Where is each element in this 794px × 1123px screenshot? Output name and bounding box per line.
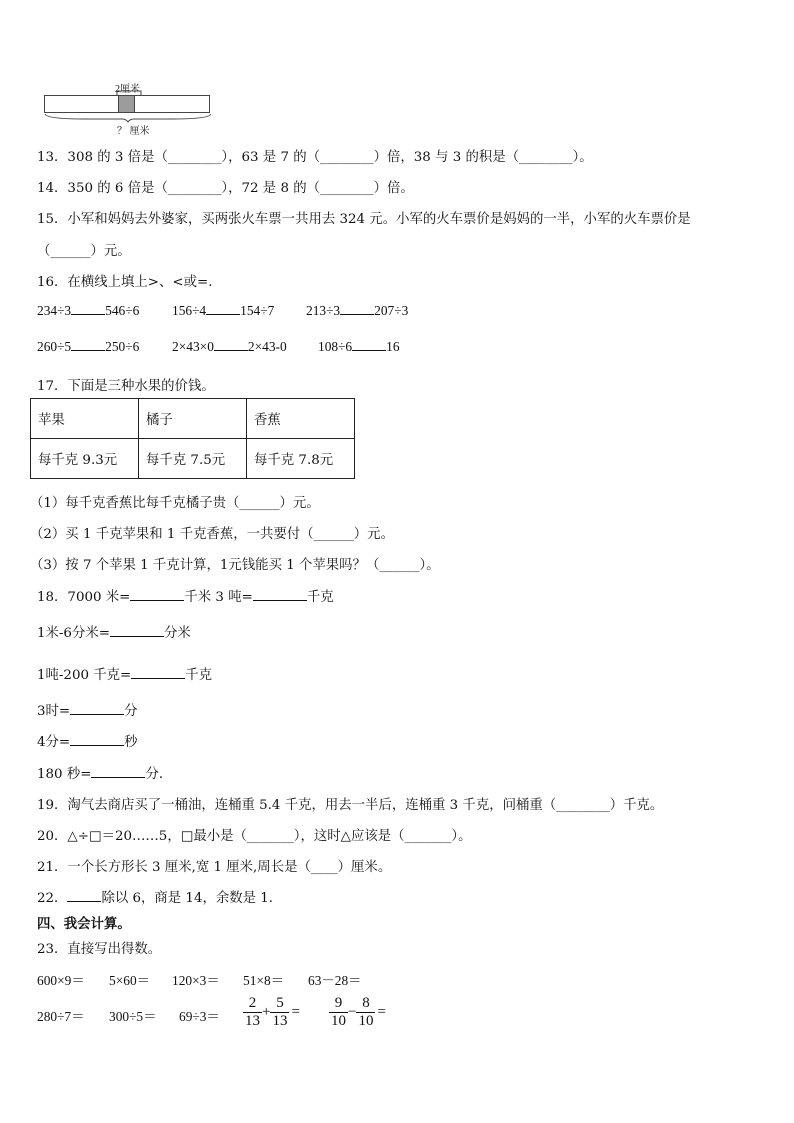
q16-row-2-item-3: [318, 338, 400, 355]
q18-text: 3时=: [37, 704, 71, 719]
shaded-segment: [118, 95, 135, 113]
answer-blank[interactable]: [130, 588, 184, 601]
diagram-bottom-label: ？ 厘米: [117, 126, 150, 137]
compare-blank[interactable]: [214, 338, 248, 351]
table-cell: 每千克 7.8元: [247, 439, 355, 479]
table-header-row: [31, 399, 355, 439]
denominator: 13: [272, 1013, 288, 1029]
q13-number: 13: [37, 150, 55, 165]
q14-text: ．350 的 6 倍是（: [54, 181, 168, 196]
right-expr: 207÷3: [374, 303, 409, 318]
calc-item[interactable]: 120×3＝: [172, 973, 220, 988]
compare-blank[interactable]: [206, 302, 240, 315]
q18-text: 千米 3 吨=: [184, 590, 253, 605]
calc-item[interactable]: 5×60＝: [109, 973, 151, 988]
q17-sub-3[interactable]: （3）按 7 个苹果 1 千克计算，1元钱能买 1 个苹果吗？（______）。: [30, 558, 440, 573]
numerator: 8: [356, 995, 375, 1013]
q17-sub-2[interactable]: （2）买 1 千克苹果和 1 千克香蕉，一共要付（______）元。: [30, 527, 394, 542]
fruit-price-table: [30, 398, 355, 479]
q14-blank-1[interactable]: ________: [167, 181, 222, 196]
operator: −: [348, 1004, 357, 1020]
answer-blank[interactable]: [91, 765, 145, 778]
equals-sign: =: [377, 1004, 386, 1020]
q18-line-5: [37, 731, 138, 750]
compare-blank[interactable]: [352, 338, 386, 351]
denominator: 13: [245, 1013, 260, 1029]
question-14: [37, 177, 414, 196]
q18-line-4: [37, 700, 138, 719]
q18-text: 分: [124, 704, 138, 719]
section-4-title: 四、我会计算。: [37, 916, 131, 932]
fraction: [243, 995, 262, 1030]
table-row: [31, 439, 355, 479]
q22-text: 除以 6，商是 14，余数是 1．: [101, 891, 283, 906]
left-expr: 2×43×0: [172, 339, 214, 354]
q18-line-3: [37, 664, 212, 683]
calc-item[interactable]: 63－28＝: [308, 973, 362, 988]
fraction-calc-1[interactable]: [243, 995, 300, 1030]
denominator: 10: [358, 1013, 374, 1029]
q13-blank-1[interactable]: ________: [167, 150, 222, 165]
q18-text: 18．7000 米=: [37, 590, 131, 605]
q17-sub-1[interactable]: （1）每千克香蕉比每千克橘子贵（______）元。: [30, 496, 320, 511]
q16-row-2-item-2: [172, 338, 287, 355]
question-16-prompt: 16．在横线上填上>、<或=．: [37, 275, 222, 290]
table-cell: 苹果: [31, 399, 139, 439]
q18-text: 千克: [306, 590, 334, 605]
diagram-top-label: 2厘米: [115, 84, 140, 95]
q18-text: 秒: [124, 735, 138, 750]
calc-item[interactable]: 280÷7＝: [37, 1009, 85, 1024]
q18-text: 4分=: [37, 735, 71, 750]
q14-text: ）倍。: [373, 181, 414, 196]
q18-text: 分．: [145, 767, 173, 782]
q13-blank-3[interactable]: ________: [519, 150, 573, 165]
table-cell: 每千克 7.5元: [139, 439, 247, 479]
question-15-line-2[interactable]: （______）元。: [37, 244, 131, 259]
answer-blank[interactable]: [110, 624, 164, 637]
operator: +: [262, 1004, 271, 1020]
numerator: 2: [243, 995, 262, 1013]
q18-text: 千克: [185, 668, 213, 683]
question-17-prompt: 17．下面是三种水果的价钱。: [37, 379, 215, 394]
q13-blank-2[interactable]: ________: [320, 150, 374, 165]
left-expr: 156÷4: [172, 303, 207, 318]
fraction: [329, 995, 348, 1030]
table-cell: 橘子: [139, 399, 247, 439]
q18-line-2: [37, 622, 191, 641]
left-expr: 213÷3: [306, 303, 341, 318]
question-22: [37, 887, 282, 906]
q13-text: ）。: [572, 150, 593, 165]
right-expr: 154÷7: [240, 303, 275, 318]
answer-blank[interactable]: [70, 733, 124, 746]
question-15-line-1: 15．小军和妈妈去外婆家，买两张火车票一共用去 324 元。小军的火车票价是妈妈的一半，小军的火车票价是: [37, 212, 691, 227]
answer-blank[interactable]: [131, 666, 185, 679]
compare-blank[interactable]: [71, 338, 105, 351]
calc-item[interactable]: 600×9＝: [37, 973, 85, 988]
q18-text: 1吨-200 千克=: [37, 668, 132, 683]
question-20[interactable]: 20．△÷□＝20……5，□最小是（_______），这时△应该是（_______）。: [37, 829, 472, 844]
numerator: 5: [270, 995, 289, 1013]
answer-blank[interactable]: [70, 702, 124, 715]
q16-row-1-item-2: [172, 302, 274, 319]
q16-row-2-item-1: [37, 338, 139, 355]
q13-text: ）倍，38 与 3 的积是（: [373, 150, 520, 165]
q14-number: 14: [37, 181, 55, 196]
question-13: [37, 146, 593, 165]
fraction-calc-2[interactable]: [329, 995, 386, 1030]
left-expr: 234÷3: [37, 303, 72, 318]
question-23-prompt: 23．直接写出得数。: [37, 942, 162, 957]
fraction: [356, 995, 375, 1030]
q22-number: 22．: [37, 891, 68, 906]
calc-item[interactable]: 300÷5＝: [109, 1009, 157, 1024]
q18-text: 1米-6分米=: [37, 626, 110, 641]
right-expr: 546÷6: [105, 303, 140, 318]
q13-text: ），63 是 7 的（: [221, 150, 321, 165]
q16-row-1-item-3: [306, 302, 408, 319]
answer-blank[interactable]: [253, 588, 307, 601]
table-cell: 每千克 9.3元: [31, 439, 139, 479]
calc-item[interactable]: 51×8＝: [243, 973, 285, 988]
q14-blank-2[interactable]: ________: [320, 181, 374, 196]
numerator: 9: [329, 995, 348, 1013]
question-21[interactable]: 21．一个长方形长 3 厘米,宽 1 厘米,周长是（____）厘米。: [37, 860, 392, 875]
q18-line-6: [37, 763, 172, 782]
q18-text: 分米: [163, 626, 191, 641]
q18-line-1: [37, 586, 334, 605]
q14-text: ），72 是 8 的（: [221, 181, 321, 196]
right-expr: 2×43-0: [247, 339, 287, 354]
left-expr: 108÷6: [318, 339, 353, 354]
q13-text: ．308 的 3 倍是（: [54, 150, 168, 165]
right-expr: 16: [386, 339, 400, 354]
fraction: [270, 995, 289, 1030]
q18-text: 180 秒=: [37, 767, 92, 782]
question-19[interactable]: 19．淘气去商店买了一桶油，连桶重 5.4 千克，用去一半后，连桶重 3 千克，问桶重（________）千克。: [37, 798, 664, 813]
equals-sign: =: [291, 1004, 300, 1020]
answer-blank[interactable]: [67, 889, 101, 902]
compare-blank[interactable]: [340, 302, 374, 315]
calc-item[interactable]: 69÷3＝: [179, 1009, 220, 1024]
q16-row-1-item-1: [37, 302, 139, 319]
table-cell: 香蕉: [247, 399, 355, 439]
right-expr: 250÷6: [105, 339, 140, 354]
denominator: 10: [331, 1013, 346, 1029]
left-expr: 260÷5: [37, 339, 72, 354]
compare-blank[interactable]: [71, 302, 105, 315]
